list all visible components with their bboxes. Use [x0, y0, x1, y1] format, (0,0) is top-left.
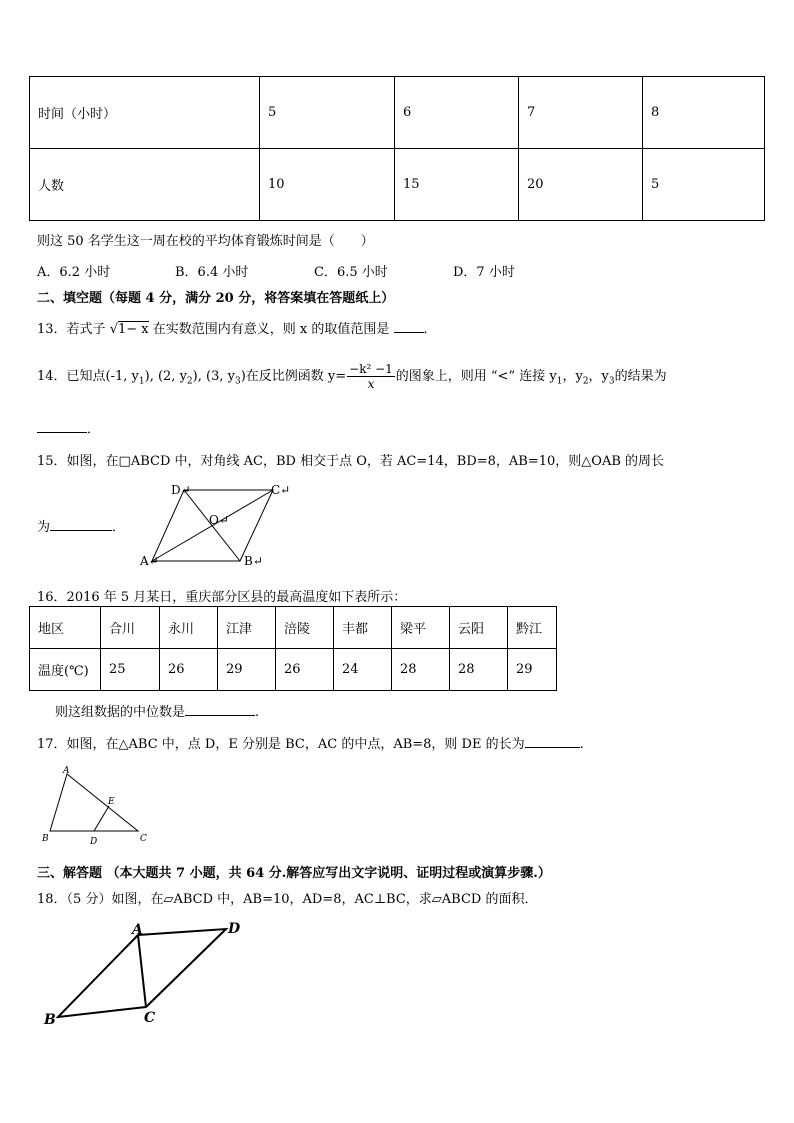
fraction-numerator: −k² −1: [349, 362, 393, 376]
question-14-line2: [37, 418, 100, 437]
question-12-stem: 则这 50 名学生这一周在校的平均体育锻炼时间是（ ）: [37, 234, 374, 249]
q14-sub: 3: [608, 376, 615, 387]
answer-blank[interactable]: [37, 420, 87, 433]
q14-text: 的结果为: [614, 369, 667, 384]
q14-sub: 2: [186, 376, 193, 387]
fraction: [347, 362, 395, 391]
table-cell: 20: [519, 149, 643, 221]
q14-end: ．: [87, 422, 101, 437]
label-c: C↵: [271, 483, 291, 497]
answer-blank[interactable]: [185, 703, 255, 716]
table-cell: 时间（小时）: [30, 77, 260, 149]
q14-text: 14．已知点(-1, y: [37, 369, 139, 384]
question-14: [37, 362, 667, 391]
table-cell: 25: [101, 649, 160, 691]
parallelogram-figure-q15: [138, 480, 298, 572]
q14-text: ，y: [588, 369, 609, 384]
table-cell: 江津: [218, 607, 276, 649]
table-cell: 合川: [101, 607, 160, 649]
question-17: [37, 733, 584, 752]
table-row: [30, 77, 765, 149]
question-15: 15．如图，在□ABCD 中，对角线 AC，BD 相交于点 O，若 AC=14，BD=8，AB=10，则△OAB 的周长: [37, 454, 665, 469]
q16-end: .: [255, 705, 260, 720]
question-18: 18．（5 分）如图，在▱ABCD 中，AB=10，AD=8，AC⊥BC，求▱ABCD 的面积．: [37, 892, 538, 907]
segment-de: [94, 806, 109, 831]
table-cell: 温度(℃): [30, 649, 101, 691]
label-d: D: [90, 837, 98, 846]
option-b: B．6.4 小时: [175, 265, 249, 280]
table-cell: 24: [334, 649, 392, 691]
q13-suffix: 在实数范围内有意义，则 x 的取值范围是: [152, 322, 390, 337]
section-3-heading: 三、解答题 （本大题共 7 小题，共 64 分.解答应写出文字说明、证明过程或演算步骤.）: [37, 866, 551, 881]
question-16: 16．2016 年 5 月某日，重庆部分区县的最高温度如下表所示：: [37, 590, 407, 605]
label-o: O↵: [209, 513, 229, 527]
table-cell: 15: [395, 149, 519, 221]
table-cell: 梁平: [392, 607, 450, 649]
q13-radicand: 1− x: [117, 322, 149, 337]
q14-text: )在反比例函数 y=: [240, 369, 347, 384]
parallelogram-figure-q18: [40, 918, 250, 1030]
table-cell: 黔江: [508, 607, 557, 649]
q14-sub: 3: [234, 376, 241, 387]
table-cell: 26: [160, 649, 218, 691]
table-cell: 丰都: [334, 607, 392, 649]
sqrt-symbol: √: [109, 322, 118, 337]
label-b: B: [42, 834, 49, 844]
q13-prefix: 13．若式子: [37, 322, 106, 337]
table-cell: 29: [218, 649, 276, 691]
table-cell: 人数: [30, 149, 260, 221]
q15-end: ．: [112, 520, 126, 535]
triangle-abc: [50, 774, 138, 831]
table-cell: 地区: [30, 607, 101, 649]
q15-prefix: 为: [37, 520, 51, 535]
q14-sub: 1: [556, 376, 563, 387]
q14-text: ), (2, y: [144, 369, 187, 384]
answer-blank[interactable]: [50, 518, 112, 531]
q14-text: 的图象上，则用 “<” 连接 y: [395, 369, 557, 384]
table-cell: 涪陵: [276, 607, 334, 649]
question-15-line2: [37, 516, 125, 535]
question-16-after: [55, 701, 259, 720]
section-2-heading: 二、填空题（每题 4 分，满分 20 分，将答案填在答题纸上）: [37, 291, 395, 306]
table-cell: 29: [508, 649, 557, 691]
answer-blank[interactable]: [525, 735, 580, 748]
table-cell: 云阳: [450, 607, 508, 649]
table-cell: 7: [519, 77, 643, 149]
q17-end: .: [579, 737, 584, 752]
q14-text: ，y: [562, 369, 583, 384]
table-cell: 28: [392, 649, 450, 691]
label-b: B: [44, 1012, 56, 1028]
table-cell: 28: [450, 649, 508, 691]
exercise-time-table: [29, 76, 765, 221]
option-d: D．7 小时: [453, 265, 515, 280]
label-a: A: [63, 766, 70, 776]
label-d: D: [228, 921, 241, 937]
q16-after-text: 则这组数据的中位数是: [55, 705, 186, 720]
triangle-figure-q17: [38, 764, 158, 846]
option-a: A．6.2 小时: [37, 265, 111, 280]
label-a: A: [132, 922, 143, 938]
answer-blank[interactable]: [394, 320, 424, 333]
question-13: [37, 318, 437, 337]
table-cell: 永川: [160, 607, 218, 649]
label-b: B↵: [244, 554, 263, 568]
table-cell: 5: [643, 149, 765, 221]
label-c: C: [144, 1010, 156, 1026]
label-c: C: [140, 834, 147, 844]
table-cell: 26: [276, 649, 334, 691]
fraction-denominator: x: [367, 377, 375, 391]
label-e: E: [108, 797, 115, 807]
table-row: [30, 649, 557, 691]
table-cell: 5: [260, 77, 395, 149]
table-cell: 8: [643, 77, 765, 149]
q14-sub: 2: [582, 376, 589, 387]
option-c: C．6.5 小时: [314, 265, 388, 280]
q17-text: 17．如图，在△ABC 中，点 D，E 分别是 BC，AC 的中点，AB=8，则 DE 的长为: [37, 737, 525, 752]
q14-sub: 1: [138, 376, 145, 387]
label-d: D↵: [171, 483, 191, 497]
table-row: [30, 607, 557, 649]
segment-ac: [138, 935, 146, 1007]
temperature-table: [29, 606, 557, 691]
label-a: A↵: [140, 554, 159, 568]
q13-end: ．: [423, 322, 437, 337]
table-cell: 10: [260, 149, 395, 221]
q14-text: ), (3, y: [192, 369, 235, 384]
table-cell: 6: [395, 77, 519, 149]
table-row: [30, 149, 765, 221]
